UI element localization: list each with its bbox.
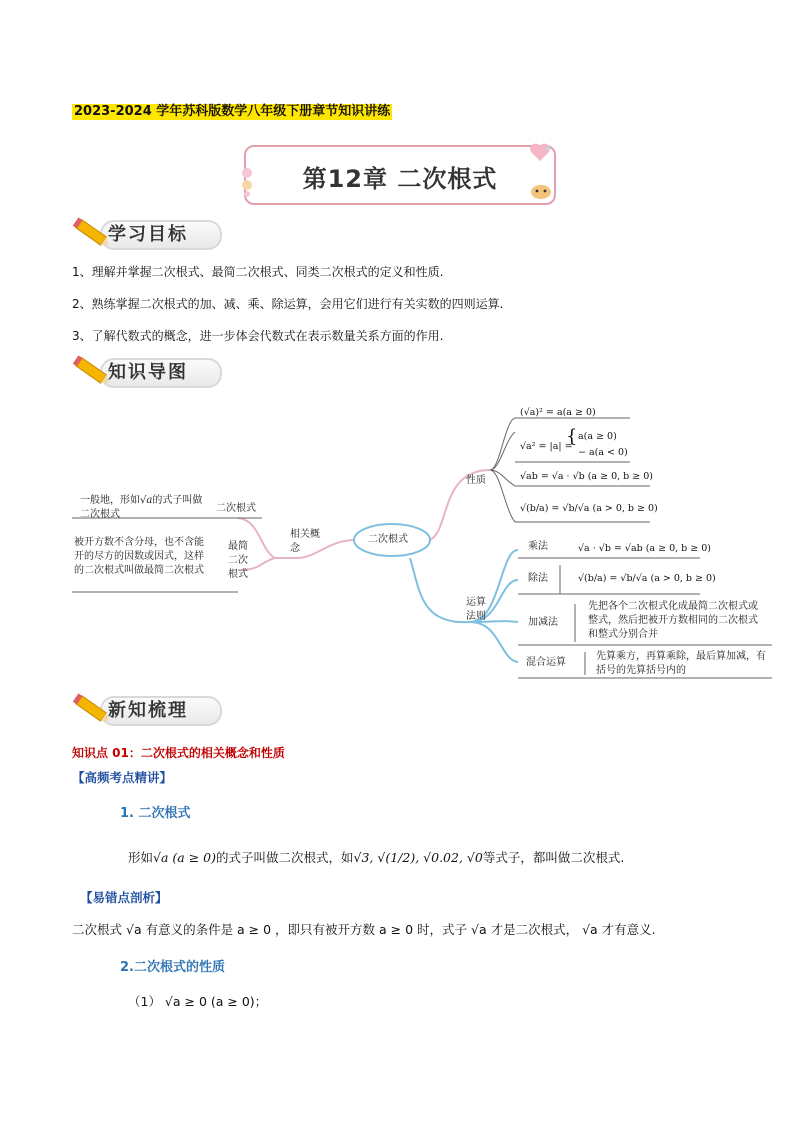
mind-map (0, 390, 794, 690)
mul-formula: √a · √b = √ab (a ≥ 0, b ≥ 0) (578, 543, 712, 554)
property-2-case-2: − a(a < 0) (578, 447, 628, 458)
mul-label: 乘法 (528, 541, 548, 552)
subheading-2: 2.二次根式的性质 (120, 960, 225, 975)
definition-line: 形如√a (a ≥ 0)的式子叫做二次根式，如√3, √(1/2), √0.02, √0等式子，都叫做二次根式. (128, 850, 625, 865)
goal-3: 3、了解代数式的概念，进一步体会代数式在表示数量关系方面的作用. (72, 329, 444, 343)
mindmap-simplest-desc: 被开方数不含分母，也不含能开的尽方的因数或因式，这样的二次根式叫做最简二次根式 (74, 537, 204, 576)
property-2: √a² = |a| = (520, 441, 573, 452)
section-map (72, 354, 222, 386)
property-4: √(b/a) = √b/√a (a > 0, b ≥ 0) (520, 503, 658, 514)
tag-error-analysis: 【易错点剖析】 (80, 890, 168, 905)
mindmap-simplest-label: 最简二次根式 (228, 541, 248, 580)
mix-desc: 先算乘方，再算乘除，最后算加减，有括号的先算括号内的 (596, 651, 766, 676)
section-title: 学习目标 (108, 224, 188, 245)
goal-1: 1、理解并掌握二次根式、最简二次根式、同类二次根式的定义和性质. (72, 265, 444, 279)
section-goals (72, 216, 222, 248)
section-title: 知识导图 (108, 362, 188, 383)
subheading-1: 1. 二次根式 (120, 806, 191, 821)
pencil-icon (72, 216, 112, 254)
chapter-title: 第12章 二次根式 (302, 165, 498, 193)
mindmap-def-label: 二次根式 (216, 503, 256, 514)
div-formula: √(b/a) = √b/√a (a > 0, b ≥ 0) (578, 573, 716, 584)
mix-label: 混合运算 (526, 657, 566, 668)
div-label: 除法 (528, 573, 548, 584)
tag-high-frequency: 【高频考点精讲】 (72, 770, 173, 785)
chapter-banner (244, 145, 556, 205)
mindmap-def-desc: 一般地，形如√a的式子叫做二次根式 (80, 495, 203, 520)
property-3: √ab = √a · √b (a ≥ 0, b ≥ 0) (520, 471, 654, 482)
property-1: (√a)² = a(a ≥ 0) (520, 407, 596, 418)
section-review (72, 692, 222, 724)
add-desc: 先把各个二次根式化成最简二次根式或整式，然后把被开方数相同的二次根式和整式分别合并 (588, 601, 758, 640)
property-2-case-1: a(a ≥ 0) (578, 431, 617, 442)
add-label: 加减法 (528, 617, 558, 628)
mindmap-center: 二次根式 (368, 534, 408, 545)
document-title: 2023-2024 学年苏科版数学八年级下册章节知识讲练 (74, 104, 391, 119)
brace-icon: { (566, 426, 578, 447)
section-title: 新知梳理 (108, 700, 188, 721)
goal-2: 2、熟练掌握二次根式的加、减、乘、除运算，会用它们进行有关实数的四则运算. (72, 297, 504, 311)
pencil-icon (72, 692, 112, 730)
error-line: 二次根式 √a 有意义的条件是 a ≥ 0 ，即只有被开方数 a ≥ 0 时，式子 √a 才是二次根式， √a 才有意义. (72, 922, 656, 937)
cat-icon (530, 181, 552, 199)
flower-icon (240, 167, 254, 197)
mindmap-concepts: 相关概念 (290, 529, 320, 554)
heart-icon (528, 141, 552, 163)
pencil-icon (72, 354, 112, 392)
mindmap-property-label: 性质 (466, 475, 486, 486)
knowledge-point-1: 知识点 01：二次根式的相关概念和性质 (72, 746, 285, 760)
property-line-1: （1） √a ≥ 0 (a ≥ 0)； (128, 994, 268, 1009)
mindmap-ops-label: 运算法则 (466, 597, 486, 622)
